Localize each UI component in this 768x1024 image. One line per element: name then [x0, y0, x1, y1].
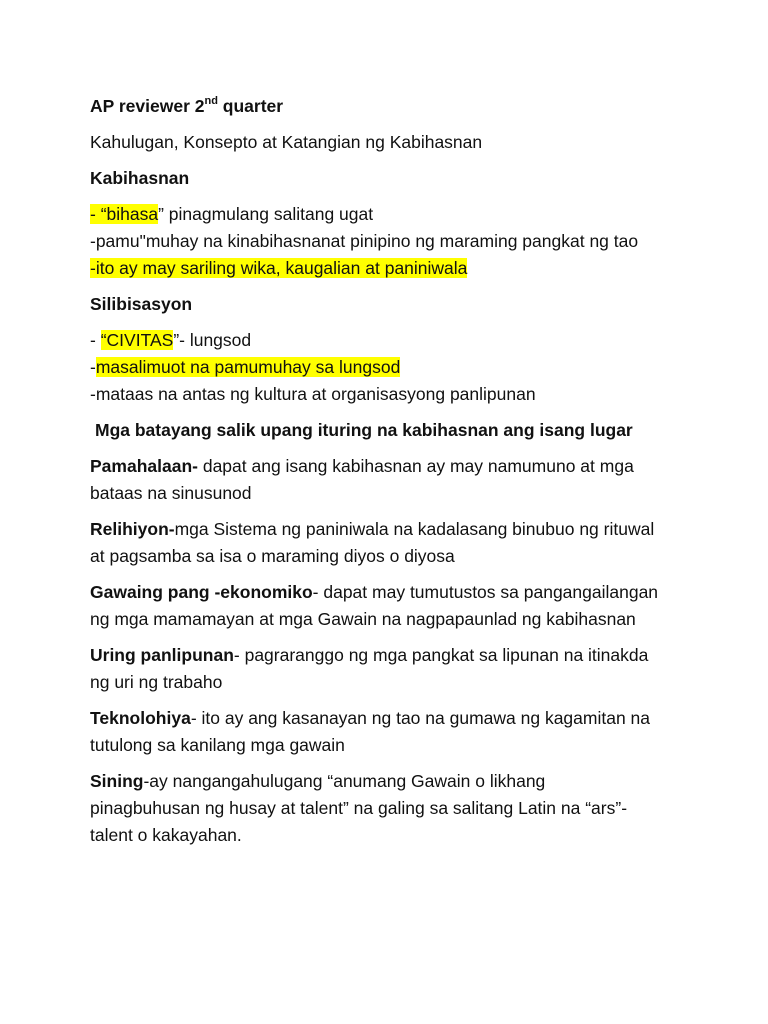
- item-line-1: [90, 516, 728, 543]
- silibisasyon-dash-2: -: [90, 357, 96, 377]
- kabihasnan-line-3: [90, 255, 728, 282]
- item-text: - dapat may tumutustos sa pangangailangan: [312, 582, 659, 602]
- item-line-2: at pagsamba sa isa o maraming diyos o diyosa: [90, 546, 455, 566]
- title-text: AP reviewer 2: [90, 96, 205, 116]
- item-text: mga Sistema ng paniniwala na kadalasang binubuo ng rituwal: [174, 519, 655, 539]
- highlight-bihasa: - “bihasa: [90, 204, 159, 224]
- highlight-masalimuot: masalimuot na pamumuhay sa lungsod: [95, 357, 401, 377]
- document-title: [90, 93, 728, 120]
- sining-line-1: [90, 768, 728, 795]
- kabihasnan-line-2: -pamu"muhay na kinabihasnanat pinipino ng maraming pangkat ng tao: [90, 231, 639, 251]
- item-gawaing-pang-ekonomiko: [90, 579, 728, 633]
- item-term: Pamahalaan-: [90, 456, 198, 476]
- item-uring-panlipunan: [90, 642, 728, 696]
- item-line-2: ng mga mamamayan at mga Gawain na nagpapaunlad ng kabihasnan: [90, 609, 636, 629]
- item-term: Gawaing pang -ekonomiko: [90, 582, 313, 602]
- item-term: Teknolohiya: [90, 708, 191, 728]
- item-relihiyon: [90, 516, 728, 570]
- kabihasnan-section: [90, 201, 728, 282]
- silibisasyon-line-1: [90, 327, 728, 354]
- silibisasyon-line-3: -mataas na antas ng kultura at organisasyong panlipunan: [90, 384, 536, 404]
- silibisasyon-heading: Silibisasyon: [90, 294, 193, 314]
- silibisasyon-section: [90, 327, 728, 408]
- item-line-2: tutulong sa kanilang mga gawain: [90, 735, 345, 755]
- item-pamahalaan: [90, 453, 728, 507]
- sining-term: Sining: [90, 771, 144, 791]
- silibisasyon-dash-1: -: [90, 330, 101, 350]
- title-rest: quarter: [217, 96, 284, 116]
- item-text: dapat ang isang kabihasnan ay may namumuno at mga: [197, 456, 634, 476]
- batayan-heading: Mga batayang salik upang ituring na kabihasnan ang isang lugar: [95, 420, 633, 440]
- silibisasyon-line-1-rest: ”- lungsod: [173, 330, 252, 350]
- sining-line-3: talent o kakayahan.: [90, 825, 242, 845]
- item-term: Relihiyon-: [90, 519, 175, 539]
- highlight-civitas: “CIVITAS: [100, 330, 174, 350]
- kabihasnan-line-1: [90, 201, 728, 228]
- item-line-2: ng uri ng trabaho: [90, 672, 223, 692]
- title-superscript: nd: [204, 95, 218, 108]
- item-line-1: [90, 453, 728, 480]
- sining-line-2: pinagbuhusan ng husay at talent” na galing sa salitang Latin na “ars”-: [90, 798, 628, 818]
- item-line-2: bataas na sinusunod: [90, 483, 252, 503]
- sining-text: -ay nangangahulugang “anumang Gawain o likhang: [143, 771, 546, 791]
- item-text: - ito ay ang kasanayan ng tao na gumawa ng kagamitan na: [190, 708, 651, 728]
- document-subtitle: Kahulugan, Konsepto at Katangian ng Kabihasnan: [90, 132, 483, 152]
- item-term: Uring panlipunan: [90, 645, 234, 665]
- item-line-1: [90, 705, 728, 732]
- item-line-1: [90, 642, 728, 669]
- item-teknolohiya: [90, 705, 728, 759]
- item-line-1: [90, 579, 728, 606]
- item-sining: [90, 768, 728, 849]
- silibisasyon-line-2: [90, 354, 728, 381]
- kabihasnan-line-1-rest: ” pinagmulang salitang ugat: [158, 204, 374, 224]
- item-text: - pagraranggo ng mga pangkat sa lipunan na itinakda: [233, 645, 649, 665]
- highlight-sariling-wika: -ito ay may sariling wika, kaugalian at paniniwala: [90, 258, 468, 278]
- kabihasnan-heading: Kabihasnan: [90, 168, 190, 188]
